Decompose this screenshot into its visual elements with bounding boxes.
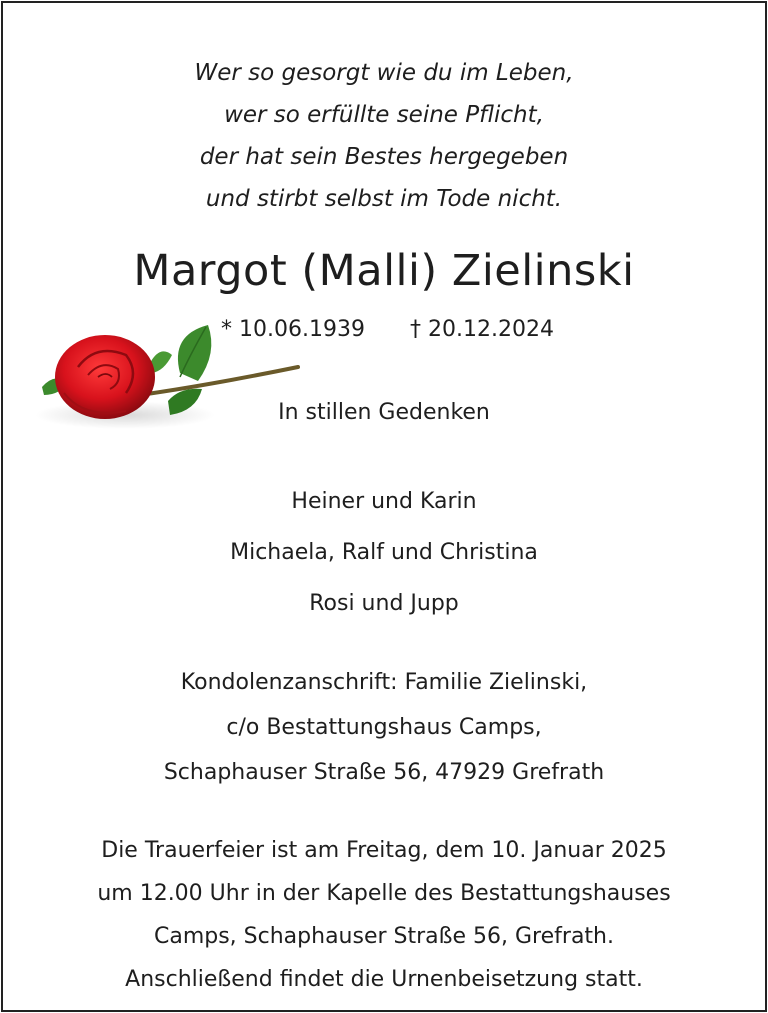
family-list: [0, 476, 768, 629]
address-line: Schaphauser Straße 56, 47929 Grefrath: [163, 760, 605, 785]
family-member: Heiner und Karin: [291, 489, 477, 514]
address-line: Kondolenzanschrift: Familie Zielinski,: [180, 670, 588, 695]
deceased-name: Margot (Malli) Zielinski: [133, 246, 635, 296]
poem-line: Wer so gesorgt wie du im Leben,: [194, 60, 574, 86]
poem-line: wer so erfüllte seine Pflicht,: [224, 102, 544, 128]
ceremony-line: Anschließend findet die Urnenbeisetzung statt.: [125, 967, 643, 992]
poem-line: der hat sein Bestes hergegeben: [199, 144, 569, 170]
poem-line: und stirbt selbst im Tode nicht.: [205, 186, 563, 212]
death-date: † 20.12.2024: [410, 317, 554, 342]
address-line: c/o Bestattungshaus Camps,: [226, 715, 542, 740]
family-member: Michaela, Ralf und Christina: [230, 540, 538, 565]
ceremony-line: Die Trauerfeier ist am Freitag, dem 10. Januar 2025: [101, 838, 667, 863]
memorial-line: In stillen Gedenken: [278, 400, 490, 425]
ceremony-info: [0, 829, 768, 1001]
family-member: Rosi und Jupp: [309, 591, 459, 616]
birth-date: * 10.06.1939: [221, 317, 365, 342]
ceremony-line: Camps, Schaphauser Straße 56, Grefrath.: [153, 924, 614, 949]
condolence-address: [0, 660, 768, 795]
poem: [0, 52, 768, 220]
ceremony-line: um 12.00 Uhr in der Kapelle des Bestattungshauses: [97, 881, 671, 906]
